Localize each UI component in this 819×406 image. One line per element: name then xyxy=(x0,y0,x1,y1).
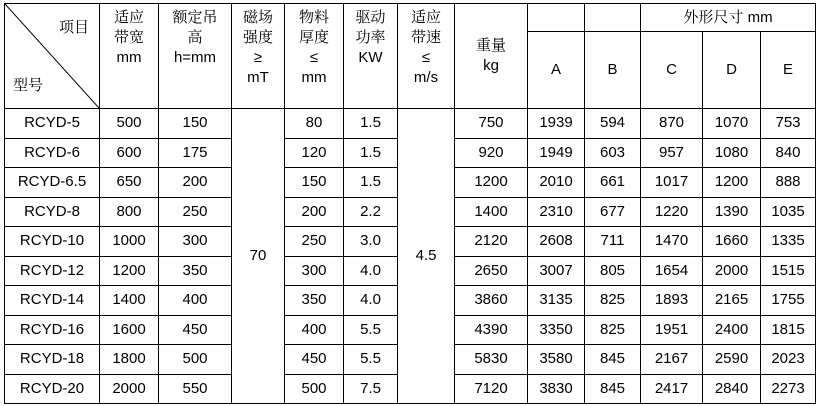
cell-model: RCYD-14 xyxy=(5,286,100,316)
cell-power: 1.5 xyxy=(344,109,398,139)
cell-thickness: 80 xyxy=(285,109,344,139)
cell-b: 677 xyxy=(585,197,641,227)
cell-c: 2167 xyxy=(641,345,703,375)
cell-a: 2310 xyxy=(528,197,585,227)
cell-weight: 920 xyxy=(455,138,528,168)
cell-weight: 3860 xyxy=(455,286,528,316)
header-weight: 重量 kg xyxy=(455,4,528,109)
cell-width: 1400 xyxy=(100,286,159,316)
cell-a: 3580 xyxy=(528,345,585,375)
cell-width: 1200 xyxy=(100,256,159,286)
header-dimensions: 外形尺寸 mm xyxy=(641,4,816,32)
header-field-strength: 磁场 强度 ≥ mT xyxy=(232,4,285,109)
cell-thickness: 120 xyxy=(285,138,344,168)
cell-e: 2273 xyxy=(761,374,816,404)
cell-a: 3007 xyxy=(528,256,585,286)
cell-power: 7.5 xyxy=(344,374,398,404)
cell-a: 3830 xyxy=(528,374,585,404)
cell-c: 1654 xyxy=(641,256,703,286)
cell-b: 825 xyxy=(585,286,641,316)
cell-height: 150 xyxy=(159,109,232,139)
cell-e: 1515 xyxy=(761,256,816,286)
cell-weight: 2120 xyxy=(455,227,528,257)
cell-thickness: 250 xyxy=(285,227,344,257)
header-blank-a xyxy=(528,4,585,32)
cell-thickness: 450 xyxy=(285,345,344,375)
diagonal-header-cell xyxy=(5,4,100,109)
cell-e: 1035 xyxy=(761,197,816,227)
cell-weight: 1400 xyxy=(455,197,528,227)
cell-height: 450 xyxy=(159,315,232,345)
cell-field-strength-merged: 70 xyxy=(232,109,285,404)
cell-width: 1600 xyxy=(100,315,159,345)
cell-a: 2608 xyxy=(528,227,585,257)
cell-b: 845 xyxy=(585,345,641,375)
cell-b: 603 xyxy=(585,138,641,168)
cell-belt-speed-merged: 4.5 xyxy=(398,109,455,404)
cell-power: 5.5 xyxy=(344,345,398,375)
cell-power: 1.5 xyxy=(344,138,398,168)
cell-thickness: 400 xyxy=(285,315,344,345)
header-belt-width: 适应 带宽 mm xyxy=(100,4,159,109)
cell-weight: 1200 xyxy=(455,168,528,198)
cell-b: 661 xyxy=(585,168,641,198)
cell-width: 1000 xyxy=(100,227,159,257)
cell-e: 1815 xyxy=(761,315,816,345)
cell-e: 1755 xyxy=(761,286,816,316)
table-body xyxy=(5,109,816,404)
cell-power: 3.0 xyxy=(344,227,398,257)
header-material-thickness: 物料 厚度 ≤ mm xyxy=(285,4,344,109)
cell-c: 957 xyxy=(641,138,703,168)
cell-e: 888 xyxy=(761,168,816,198)
cell-b: 825 xyxy=(585,315,641,345)
header-blank-b xyxy=(585,4,641,32)
cell-d: 1200 xyxy=(703,168,761,198)
cell-thickness: 350 xyxy=(285,286,344,316)
cell-power: 2.2 xyxy=(344,197,398,227)
cell-width: 800 xyxy=(100,197,159,227)
cell-d: 2000 xyxy=(703,256,761,286)
cell-e: 840 xyxy=(761,138,816,168)
cell-model: RCYD-16 xyxy=(5,315,100,345)
cell-power: 4.0 xyxy=(344,256,398,286)
cell-b: 594 xyxy=(585,109,641,139)
cell-a: 3350 xyxy=(528,315,585,345)
cell-thickness: 150 xyxy=(285,168,344,198)
spec-table xyxy=(4,3,816,404)
cell-thickness: 200 xyxy=(285,197,344,227)
header-dim-e: E xyxy=(761,32,816,109)
cell-width: 500 xyxy=(100,109,159,139)
cell-b: 845 xyxy=(585,374,641,404)
cell-c: 1220 xyxy=(641,197,703,227)
cell-thickness: 500 xyxy=(285,374,344,404)
cell-model: RCYD-18 xyxy=(5,345,100,375)
cell-width: 600 xyxy=(100,138,159,168)
model-label: 型号 xyxy=(13,77,44,94)
cell-height: 175 xyxy=(159,138,232,168)
cell-c: 1470 xyxy=(641,227,703,257)
cell-height: 400 xyxy=(159,286,232,316)
cell-c: 2417 xyxy=(641,374,703,404)
cell-model: RCYD-8 xyxy=(5,197,100,227)
cell-c: 1951 xyxy=(641,315,703,345)
cell-weight: 5830 xyxy=(455,345,528,375)
cell-e: 2023 xyxy=(761,345,816,375)
cell-d: 2590 xyxy=(703,345,761,375)
cell-weight: 4390 xyxy=(455,315,528,345)
cell-d: 2400 xyxy=(703,315,761,345)
cell-height: 550 xyxy=(159,374,232,404)
table-row xyxy=(5,109,816,139)
cell-a: 1939 xyxy=(528,109,585,139)
cell-power: 5.5 xyxy=(344,315,398,345)
cell-weight: 7120 xyxy=(455,374,528,404)
header-lift-height: 额定吊 高 h=mm xyxy=(159,4,232,109)
cell-width: 1800 xyxy=(100,345,159,375)
cell-model: RCYD-12 xyxy=(5,256,100,286)
cell-height: 500 xyxy=(159,345,232,375)
cell-height: 300 xyxy=(159,227,232,257)
cell-e: 1335 xyxy=(761,227,816,257)
cell-a: 1949 xyxy=(528,138,585,168)
cell-weight: 750 xyxy=(455,109,528,139)
cell-model: RCYD-5 xyxy=(5,109,100,139)
cell-power: 1.5 xyxy=(344,168,398,198)
cell-width: 650 xyxy=(100,168,159,198)
cell-height: 350 xyxy=(159,256,232,286)
cell-d: 1660 xyxy=(703,227,761,257)
cell-b: 805 xyxy=(585,256,641,286)
header-dim-c: C xyxy=(641,32,703,109)
cell-c: 1017 xyxy=(641,168,703,198)
cell-weight: 2650 xyxy=(455,256,528,286)
cell-d: 1080 xyxy=(703,138,761,168)
cell-e: 753 xyxy=(761,109,816,139)
cell-c: 870 xyxy=(641,109,703,139)
cell-model: RCYD-20 xyxy=(5,374,100,404)
cell-model: RCYD-6 xyxy=(5,138,100,168)
cell-a: 2010 xyxy=(528,168,585,198)
cell-model: RCYD-6.5 xyxy=(5,168,100,198)
cell-d: 1070 xyxy=(703,109,761,139)
header-dim-a: A xyxy=(528,32,585,109)
cell-c: 1893 xyxy=(641,286,703,316)
item-label: 项目 xyxy=(58,19,89,36)
cell-width: 2000 xyxy=(100,374,159,404)
header-drive-power: 驱动 功率 KW xyxy=(344,4,398,109)
header-dim-d: D xyxy=(703,32,761,109)
table-header xyxy=(5,4,816,109)
cell-d: 2165 xyxy=(703,286,761,316)
cell-d: 1390 xyxy=(703,197,761,227)
cell-model: RCYD-10 xyxy=(5,227,100,257)
cell-thickness: 300 xyxy=(285,256,344,286)
cell-a: 3135 xyxy=(528,286,585,316)
cell-b: 711 xyxy=(585,227,641,257)
header-belt-speed: 适应 带速 ≤ m/s xyxy=(398,4,455,109)
cell-d: 2840 xyxy=(703,374,761,404)
cell-height: 200 xyxy=(159,168,232,198)
cell-height: 250 xyxy=(159,197,232,227)
header-dim-b: B xyxy=(585,32,641,109)
cell-power: 4.0 xyxy=(344,286,398,316)
